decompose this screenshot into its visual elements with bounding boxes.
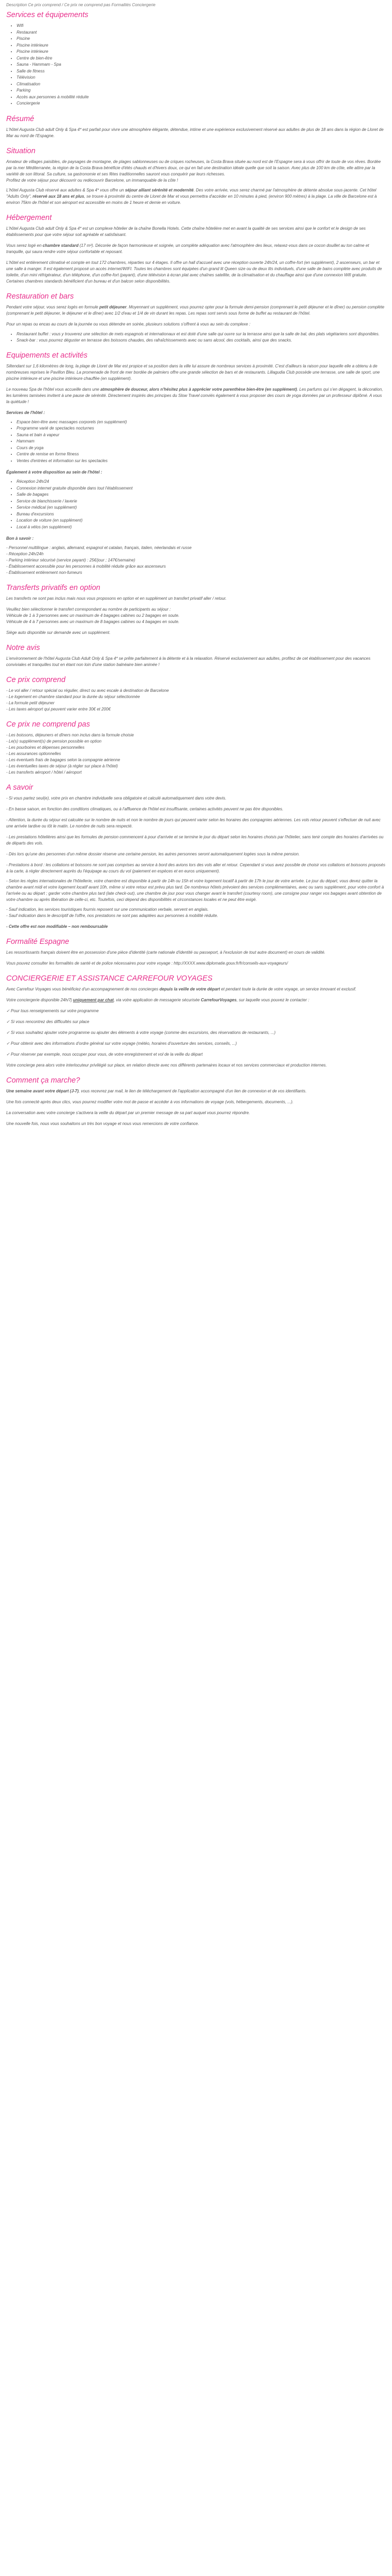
bon-a-savoir-heading: Bon à savoir : (6, 536, 34, 541)
pas-comprend-line: - Les transferts aéroport / hôtel / aéroport (6, 770, 82, 775)
service-item: • Restaurant (17, 29, 386, 36)
concierge-paragraph-1: Avec Carrefour Voyages vous bénéficiez d'un accompagnement de nos concierges depuis la veille de votre départ et pendant toute la durée de votre voyage, un service innovant et exclusif. (6, 987, 357, 991)
hotel-service-item: • Espace bien-être avec massages corporels (en supplément) (17, 419, 386, 426)
avis-text: L'environnement de l'hôtel Augusta Club Adult Only & Spa 4* se prête parfaitement à la détente et à la relaxation. Réservé exclusivement aux adultes, profitez de cet établissement pour des vacances conviviales et tranquilles tout en étant non loin d'une station balnéaire bien animée ! (6, 656, 371, 667)
restauration-paragraph-2: Pour un repas ou encas au cours de la journée ou vous détendre en soirée, plusieurs solutions s'offrent à vous au sein du complexe : (6, 321, 251, 327)
equipements-paragraph-1: Siltendant sur 1,6 kilomètres de long, la plage de Lloret de Mar est propice et sa position dans la ville lui assure de nombreux services à proximité. C'est d'ailleurs la raison pour laquelle elle a obtenu à de nombreuses reprises le Pavillon Bleu. La promenade de front de mer bordée de palmiers offre une grande sélection de bars et de restaurants. Lillagudia Club possède une terrasse, une salle de sport, une piscine intérieure et une piscine intérieure chauffée (en supplément). (6, 363, 380, 381)
concierge-item: ✓ Si vous rencontrez des difficultés sur place (6, 1019, 89, 1024)
hotel-dispo-item: • Local à vélos (en supplément) (17, 524, 386, 531)
formalite-paragraph-2: Vous pouvez consulter les formalités de santé et de police nécessaires pour votre voyage : http://XXXX.www.diplomatie.gouv.fr/fr/conseils-aux-voyageurs/ (6, 961, 288, 966)
a-savoir-p1: - Si vous partez seul(e), votre prix en chambre individuelle sera obligatoire et calculé automatiquement dans votre devis. (6, 796, 227, 801)
comment-paragraph-2: Une fois connecté après deux clics, vous pourrez modifier votre mot de passe et accéder à vos informations de voyage (vols, hébergements, documents, ...). (6, 1100, 294, 1104)
pas-comprend-line: - Les assurances optionnelles (6, 751, 61, 756)
a-savoir-p6: - Prestations à bord : les collations et boissons ne sont pas comprises au service à bord des avions lors des vols aller et retour. Cependant si vous avez possible de choisir vos collations et boissons proposés à la carte, à régler directement auprès du l'équipage au cours du vol (paiement en espèces et en euros uniquement). (6, 863, 385, 874)
concierge-items (6, 1008, 386, 1058)
comment-paragraph-4: Une nouvelle fois, nous vous souhaitons un très bon voyage et nous vous remercions de votre confiance. (6, 1121, 199, 1126)
pas-comprend-line: - Les boissons, déjeuners et dîners non inclus dans la formule choisie (6, 733, 134, 737)
comprend-line: - Le logement en chambre standard pour la durée du séjour sélectionnée (6, 694, 140, 699)
hotel-service-item: • Hammam (17, 438, 386, 445)
comprend-lines (6, 688, 386, 713)
section-title-situation: Situation (6, 146, 36, 155)
service-item: • Wifi (17, 23, 386, 29)
hotel-dispo-item: • Location de voiture (en supplément) (17, 517, 386, 524)
service-item: • Piscine intérieure (17, 42, 386, 49)
transferts-lines (6, 606, 386, 625)
hotel-dispo-item: • Service de blanchisserie / laverie (17, 498, 386, 505)
section-title-restauration: Restauration et bars (6, 292, 74, 301)
service-item: • Sauna - Hammam - Spa (17, 62, 386, 68)
bon-a-savoir-line: - Établissement accessible pour les personnes à mobilité réduite grâce aux ascenseurs (6, 564, 166, 569)
section-title-a-savoir: A savoir (6, 783, 33, 792)
transfer-line: Veuillez bien sélectionner le transfert correspondant au nombre de participants au séjour : (6, 607, 171, 612)
a-savoir-p4: - Les prestations hôtelières ainsi que les formules de pension commencent à pour d'arrivée et se termine le jour du départ selon les horaires choisis par l'hôtelier, sans tenir compte des horaires d'arrivées ou de départs des vols. (6, 835, 384, 846)
service-item: • Piscine intérieure (17, 49, 386, 55)
service-item: • Centre de bien-être (17, 55, 386, 62)
section-title-transferts: Transferts privatifs en option (6, 584, 100, 592)
service-item: • Conciergerie (17, 100, 386, 107)
restauration-paragraph-1: Pendant votre séjour, vous serez logés en formule petit déjeuner. Moyennant un supplément, vous pourrez opter pour la formule demi-pension (comprenant le petit déjeuner et le dîner) ou pension complète (comprenant le petit déjeuner, le déjeuner et le dîner) avec 1/2 d'eau et 1/4 de vin durant les repas. Les repas sont servis sous forme de buffet au restaurant de l'hôtel. (6, 304, 385, 316)
hotel-service-item: • Programme varié de spectacles nocturnes (17, 425, 386, 432)
bon-a-savoir-line: - Réception 24h/24h (6, 552, 44, 556)
section-title-formalite: Formalité Espagne (6, 938, 69, 946)
concierge-item: ✓ Pour obtenir avec des informations d'ordre général sur votre voyage (météo, horaires d'ouverture des services, conseils, ...) (6, 1041, 237, 1046)
pas-comprend-lines (6, 732, 386, 776)
transferts-paragraph-1: Les transferts ne sont pas inclus mais nous vous proposons en option et en supplément un transfert privatif aller / retour. (6, 596, 227, 601)
section-title-comprend: Ce prix comprend (6, 676, 66, 684)
a-savoir-p5: - Dès lors qu'une des personnes d'un même dossier réserve une certaine pension, les autres personnes seront automatiquement logées sous la même pension. (6, 852, 300, 856)
service-item: • Télévision (17, 75, 386, 81)
a-savoir-p2: - En basse saison, en fonction des conditions climatiques, ou à l'affluence de l'hôtel est insuffisante, certaines activités peuvent ne pas être disponibles. (6, 807, 283, 811)
hotel-service-item: • Cours de yoga (17, 445, 386, 452)
restaurant-item: • Restaurant buffet : vous y trouverez une sélection de mets espagnols et internationaux et est doté d'une salle qui ouvre sur la terrasse ainsi que la salle de bal, des plats végétariens sont disponibles. (17, 331, 386, 337)
concierge-item: ✓ Pour tous renseignements sur votre programme (6, 1009, 99, 1013)
section-title-equipements: Equipements et activités (6, 351, 88, 360)
hotel-dispo-item: • Service médical (en supplément) (17, 505, 386, 511)
service-item: • Accès aux personnes à mobilité réduite (17, 94, 386, 101)
a-savoir-p8-p9: - Sauf indication, les services touristiques fournis reposent sur une communication verbale, servent en anglais. - Sauf indication dans le descriptif de l'offre, nos prestations ne sont pas adaptées aux personnes à mobilité réduite. (6, 907, 218, 918)
concierge-item: ✓ Si vous souhaitez ajouter votre programme ou ajouter des éléments à votre voyage (comme des excursions, des réservations de restaurants, ...) (6, 1030, 276, 1035)
comprend-line: - La formule petit déjeuner (6, 701, 55, 705)
hotel-dispo-item: • Connexion internet gratuite disponible dans tout l'établissement (17, 485, 386, 492)
a-savoir-p3: - Attention, la durée du séjour est calculée sur le nombre de nuits et non le nombre de jours qui peuvent varier selon les horaires des compagnies aériennes. Les vols retour peuvent s'effectuer de nuit avec une arrivée tardive ou tôt le matin. Le nombre de nuits sera respecté. (6, 818, 381, 828)
equipements-paragraph-2: Le nouveau Spa de l'hôtel vous accueille dans une atmosphère de douceur, alors n'hésitez plus à apprécier votre parenthèse bien-être (en supplément). Les parfums qui s'en dégagent, la décoration, les lumières tamisées invitent à une pause de sérénité. Directement inspirés des principes du Slow Travel conviés également à vous proposer des cours de yoga données par un professeur diplômé. A vous la quiétude ! (6, 387, 383, 404)
pas-comprend-line: - Les pourboires et dépenses personnelles (6, 745, 85, 750)
section-title-services: Services et équipements (6, 11, 88, 19)
tab-navigation[interactable]: Description Ce prix comprend / Ce prix ne comprend pas Formalités Conciergerie (6, 3, 156, 7)
comprend-line: - Le vol aller / retour spécial ou régulier, direct ou avec escale à destination de Barcelone (6, 688, 169, 693)
section-title-resume: Résumé (6, 114, 34, 123)
resume-text: L'hôtel Augusta Club adult Only & Spa 4* est parfait pour vivre une atmosphère élégante, détendue, intime et une expérience exclusivement réservé aux adultes de plus de 18 ans dans la région de Lloret de Mar au nord de l'Espagne. (6, 127, 384, 138)
section-title-avis: Notre avis (6, 644, 40, 652)
service-item: • Parking (17, 87, 386, 94)
section-title-hebergement: Hébergement (6, 213, 52, 222)
a-savoir-p10: - Cette offre est non modifiable – non remboursable (6, 924, 108, 929)
transfer-line: Véhicule de 1 à 3 personnes avec un maximum de 4 bagages cabines ou 2 bagages en soute. (6, 613, 179, 618)
bon-a-savoir-lines (6, 545, 386, 576)
comment-paragraph-3: La conversation avec votre concierge s'activera la veille du départ par un premier message de sa part auquel vous pourrez répondre. (6, 1111, 250, 1115)
transfer-line: Véhicule de 4 à 7 personnes avec un maximum de 8 bagages cabines ou 4 bagages en soute. (6, 619, 179, 624)
bon-a-savoir-line: - Personnel multilingue : anglais, allemand, espagnol et catalan, français, italien, néerlandais et russe (6, 545, 192, 550)
concierge-paragraph-3: Votre concierge pera alors votre interlocuteur privilégié sur place, en relation directe avec nos différents partenaires locaux et nos services commerciaux et production internes. (6, 1063, 327, 1068)
hotel-dispo-item: • Bureau d'excursions (17, 511, 386, 518)
comprend-line: - Les taxes aéroport qui peuvent varier entre 30€ et 200€ (6, 707, 111, 712)
concierge-item: ✓ Pour réserver par exemple, nous occuper pour vous, de votre enregistrement et vol de la veille du départ (6, 1052, 203, 1057)
hebergement-paragraph-2: Vous serez logé en chambre standard (17 m²). Décorée de façon harmonieuse et soignée, un complète adéquation avec l'atmosphère des lieux, relaxez-vous dans ce cocon douillet au ton calme et tranquille, qui saura rendre votre séjour confortable et reposant. (6, 243, 369, 254)
pas-comprend-line: - Les éventuelles taxes de séjour (à régler sur place à l'hôtel) (6, 764, 118, 768)
restauration-list (6, 331, 386, 344)
pas-comprend-line: - Les éventuels frais de bagages selon la compagnie aérienne (6, 758, 120, 762)
hotel-dispo-list (6, 479, 386, 530)
situation-paragraph-2: L'hôtel Augusta Club réservé aux adultes & Spa 4* vous offre un séjour alliant sérénité et modernité. Des votre arrivée, vous serez charmé par l'atmosphère de détente absolue sous-jacente. Cet hôtel "Adults Only", réservé aux 18 ans et plus, se trouve à proximité du centre de Lloret de Mar et vous permettra d'accéder en 10 minutes à pied, (environ 900 mètres) à la plage. La ville de Barcelone est à environ 75km de l'hôtel et son aéroport est accessible en moins de 1 heure et demie en voiture. (6, 187, 377, 205)
services-list (6, 23, 386, 107)
hotel-services-list (6, 419, 386, 465)
pas-comprend-line: - Le(s) supplément(s) de pension possible en option (6, 739, 102, 744)
service-item: • Salle de fitness (17, 68, 386, 75)
hotel-services-heading: Services de l'hôtel : (6, 410, 45, 415)
concierge-paragraph-2: Votre conciergerie disponible 24h/7j uniquement par chat, via votre application de messagerie sécurisée CarrefourVoyages, sur laquelle vous pouvez le contacter : (6, 998, 309, 1002)
section-title-conciergerie: CONCIERGERIE ET ASSISTANCE CARREFOUR VOYAGES (6, 974, 213, 983)
a-savoir-p7: - Selon les règles internationales de l'hôtellerie, votre chambre est disponible à partir de 14h ou 15h et votre logement locatif à partir de 17h le jour de votre arrivée. Le jour du départ, vous devez quitter la chambre avant midi et votre logement locatif avant 10h, même si votre retour est prévu plus tard. De nombreux hôtels prévoient des services complémentaires, avec ou sans supplément, pour votre confort à l'arrivée ou au départ ; garder votre chambre plus tard (late check-out), une chambre de jour pour vous changer avant le transfert (courtesy room), une consigne pour ranger vos bagages avant obtention de votre chambre ou après libération de celle-ci, etc. Toutefois, ceci dépend des disponibilités et circonstances locales et ne peut être exigé. (6, 879, 384, 902)
hotel-dispo-item: • Salle de bagages (17, 492, 386, 498)
hotel-service-item: • Ventes d'entrées et information sur les spectacles (17, 458, 386, 465)
hotel-service-item: • Sauna et bain à vapeur (17, 432, 386, 439)
hebergement-paragraph-3: L'hôtel est entièrement climatisé et compte en tout 172 chambres, réparties sur 4 étages. Il offre un hall d'accueil avec une réception ouverte 24h/24, un coffre-fort (en supplément), 2 ascenseurs, un bar et une salle à manger. Il est également proposé un accès internet/WIFI. Toutes les chambres sont équipées d'un grand lit Queen size ou de deux lits individuels, d'une salle de bains complète avec produits de toilette, d'un mini réfrigérateur, d'un téléphone, d'un coffre-fort (payant), d'une télévision à écran plat avec chaînes satellite, de la climatisation et du chauffage ainsi que d'une connexion Wifi gratuite. Certaines chambres standards bénéficient d'un bureau et d'un balcon selon disponibilités. (6, 260, 382, 284)
comment-paragraph-1: Une semaine avant votre départ (J-7), vous recevrez par mail, le lien de téléchargement de l'application accompagné d'un lien de connexion et de vos identifiants. (6, 1089, 307, 1093)
hotel-dispo-heading: Également à votre disposition au sein de l'hôtel : (6, 470, 102, 475)
section-title-comment: Comment ça marche? (6, 1076, 80, 1085)
transferts-paragraph-2: Siège auto disponible sur demande avec un supplément. (6, 630, 111, 635)
bon-a-savoir-line: - Établissement entièrement non-fumeurs (6, 570, 82, 575)
bon-a-savoir-line: - Parking intérieur sécurisé (service payant) : 25€/jour ; 147€/semaine) (6, 558, 135, 562)
page (0, 0, 392, 1137)
section-title-pas-comprend: Ce prix ne comprend pas (6, 720, 90, 729)
situation-paragraph-1: Amateur de villages paisibles, de paysages de montagne, de plages sablonneuses ou de criques rocheuses, la Costa Brava située au nord est de l'Espagne sera à vous offrir de toute de vos rêves. Bordée par la mer Méditerranée, la région de la Costa Brava bénéficie d'étés chauds et d'hivers doux, ce qui en fait une destination idéale quelle que soit la saison. Avec plus de 100 km de côte, elle attire par la variété de son littoral. Sa culture, sa gastronomie et ses fêtes traditionnelles sauront vous conquérir par leurs richesses. Profitez de votre séjour pour découvrir ou redécouvrir Barcelone, un immanquable de la côte ! (6, 159, 381, 183)
service-item: • Climatisation (17, 81, 386, 88)
hebergement-paragraph-1: L'hôtel Augusta Club adult Only & Spa 4* est un complexe hôtelier de la chaîne Bonella Hotels. Cette chaîne hôtelière met en avant la qualité de ses services ainsi que le confort et le design de ses établissements pour que votre séjour soit agréable et satisfaisant. (6, 226, 366, 237)
restaurant-item: • Snack-bar : vous pourrez déguster en terrasse des boissons chaudes, des rafraîchissements avec ou sans alcool, des cocktails, ainsi que des snacks. (17, 337, 386, 344)
service-item: • Piscine (17, 36, 386, 42)
hotel-dispo-item: • Réception 24h/24 (17, 479, 386, 485)
formalite-paragraph-1: Les ressortissants français doivent être en possession d'une pièce d'identité (carte nationale d'identité ou passeport, à l'exclusion de tout autre document) en cours de validité. (6, 950, 326, 955)
hotel-service-item: • Centre de remise en forme fitness (17, 451, 386, 458)
